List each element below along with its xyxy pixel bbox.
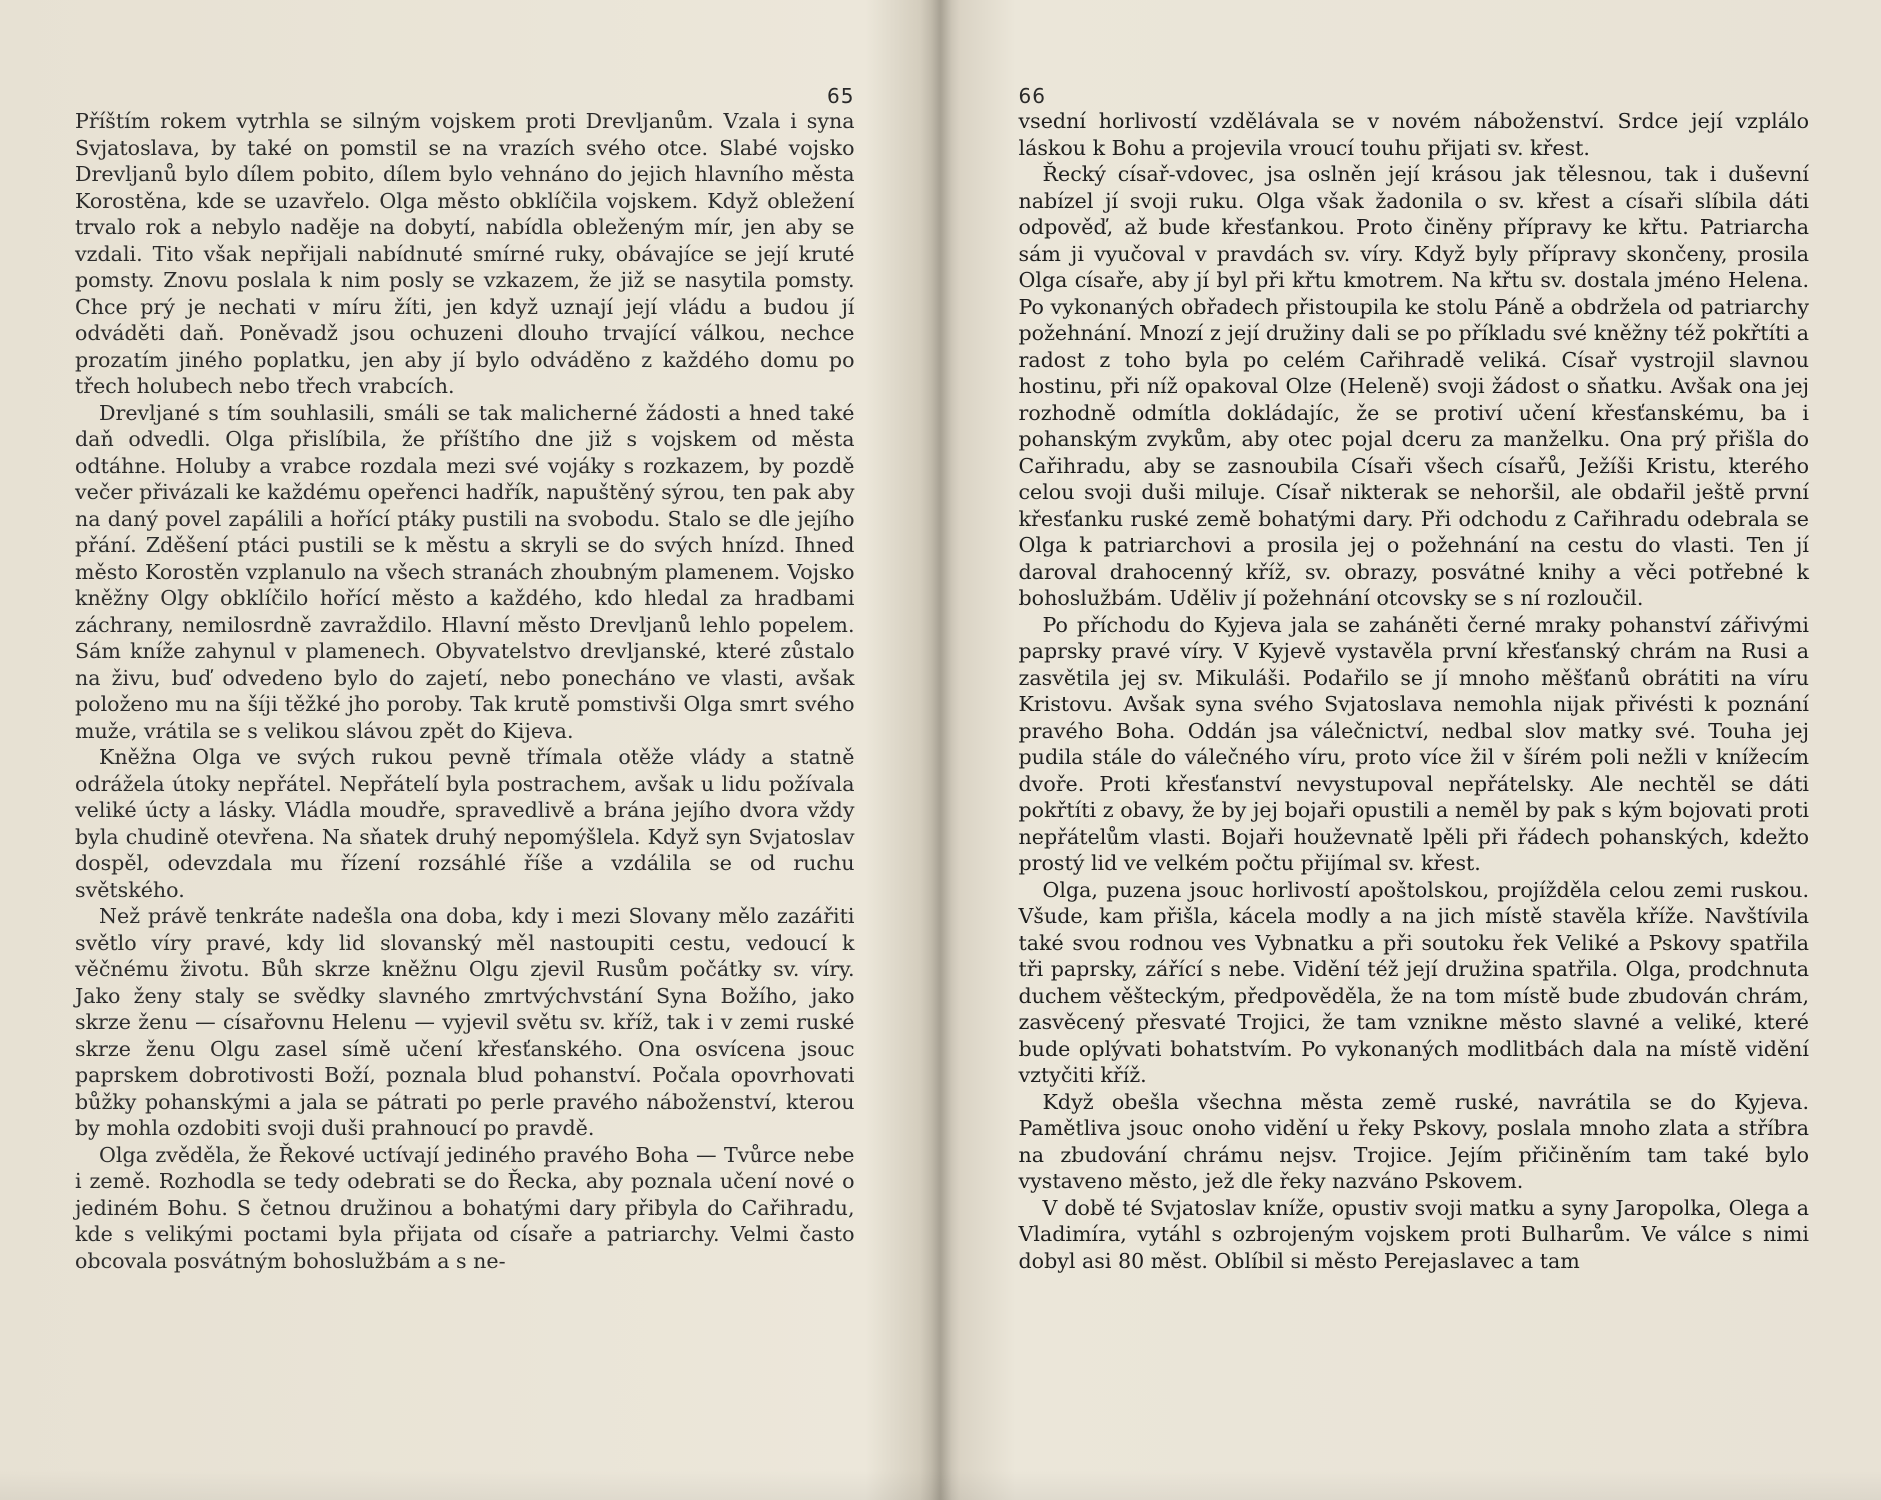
paragraph: Když obešla všechna města země ruské, navrátila se do Kyjeva. Pamětliva jsouc onoho vidění u řeky Pskovy, poslala mnoho zlata a stříbra na zbudování chrámu nejsv. Trojice. Jejím přičiněním tam také bylo vystaveno město, jež dle řeky nazváno Pskovem. [1018,1089,1809,1193]
page-number-right: 66 [1018,84,1046,108]
right-page-text [1019,108,1810,1274]
page-bottom-edge [0,1470,1881,1500]
paragraph: vsední horlivostí vzdělávala se v novém náboženství. Srdce její vzplálo láskou k Bohu a projevila vroucí touhu přijati sv. křest. [1018,109,1809,160]
page-number-left: 65 [827,84,855,108]
paragraph: Řecký císař-vdovec, jsa oslněn její krásou jak tělesnou, tak i duševní nabízel jí svoji ruku. Olga však žadonila o sv. křest a císaři slíbila dáti odpověď, až bude křesťankou. Proto činěny přípravy ke křtu. Patriarcha sám ji vyučoval v pravdách sv. víry. Když byly přípravy skončeny, prosila Olga císaře, aby jí byl při křtu kmotrem. Na křtu sv. dostala jméno Helena. Po vykonaných obřadech přistoupila ke stolu Páně a obdržela od patriarchy požehnání. Mnozí z její družiny dali se po příkladu své kněžny též pokřtíti a radost z toho byla po celém Cařihradě veliká. Císař vystrojil slavnou hostinu, při níž opakoval Olze (Heleně) svoji žádost o sňatku. Avšak ona jej rozhodně odmítla dokládajíc, že se protiví učení křesťanskému, ba i pohanským zvykům, aby otec pojal dceru za manželku. Ona prý přišla do Cařihradu, aby se zasnoubila Císaři všech císařů, Ježíši Kristu, kterého celou svoji duši miluje. Císař nikterak se nehoršil, ale obdařil ještě první křesťanku ruské země bohatými dary. Při odchodu z Cařihradu odebrala se Olga k patriarchovi a prosila jej o požehnání na cestu do vlasti. Ten jí daroval drahocenný kříž, sv. obrazy, posvátné knihy a věci potřebné k bohoslužbám. Uděliv jí požehnání otcovsky se s ní rozloučil. [1018,162,1809,610]
paragraph: Příštím rokem vytrhla se silným vojskem proti Drevljanům. Vzala i syna Svjatoslava, by také on pomstil se na vrazích svého otce. Slabé vojsko Drevljanů bylo dílem pobito, dílem bylo vehnáno do jejich hlavního města Korostěna, kde se uzavřelo. Olga město obklíčila vojskem. Když obležení trvalo rok a nebylo naděje na dobytí, nabídla obleženým mír, jen aby se vzdali. Tito však nepřijali nabídnuté smírné ruky, obávajíce se její kruté pomsty. Znovu poslala k nim posly se vzkazem, že již se nasytila pomsty. Chce prý je nechati v míru žíti, jen když uznají její vládu a budou jí odváděti daň. Poněvadž jsou ochuzeni dlouho trvající válkou, nechce prozatím jiného poplatku, jen aby jí bylo odváděno z každého domu po třech holubech nebo třech vrabcích. [75,109,855,398]
paragraph: V době té Svjatoslav kníže, opustiv svoji matku a syny Jaropolka, Olega a Vladimíra, vytáhl s ozbrojeným vojskem proti Bulharům. Ve válce s nimi dobyl asi 80 měst. Oblíbil si město Perejaslavec a tam [1018,1195,1809,1273]
right-page [941,0,1881,1500]
paragraph: Než právě tenkráte nadešla ona doba, kdy i mezi Slovany mělo zazářiti světlo víry pravé, kdy lid slovanský měl nastoupiti cestu, vedoucí k věčnému životu. Bůh skrze kněžnu Olgu zjevil Rusům počátky sv. víry. Jako ženy staly se svědky slavného zmrtvýchvstání Syna Božího, jako skrze ženu — císařovnu Helenu — vyjevil světu sv. kříž, tak i v zemi ruské skrze ženu Olgu zasel símě učení křesťanského. Ona osvícena jsouc paprskem dobrotivosti Boží, poznala blud pohanství. Počala opovrhovati bůžky pohanskými a jala se pátrati po perle pravého náboženství, kterou by mohla ozdobiti svoji duši prahnoucí po pravdě. [75,904,855,1140]
paragraph: Drevljané s tím souhlasili, smáli se tak malicherné žádosti a hned také daň odvedli. Olga přislíbila, že příštího dne již s vojskem od města odtáhne. Holuby a vrabce rozdala mezi své vojáky s rozkazem, by pozdě večer přivázali ke každému opeřenci hadřík, napuštěný sýrou, ten pak aby na daný povel zapálili a hořící ptáky pustili na svobodu. Stalo se dle jejího přání. Zděšení ptáci pustili se k městu a skryli se do svých hnízd. Ihned město Korostěn vzplanulo na všech stranách zhoubným plamenem. Vojsko kněžny Olgy obklíčilo hořící město a každého, kdo hledal za hradbami záchrany, nemilosrdně zavraždilo. Hlavní město Drevljanů lehlo popelem. Sám kníže zahynul v plamenech. Obyvatelstvo drevljanské, které zůstalo na živu, buď odvedeno bylo do zajetí, nebo ponecháno ve vlasti, avšak položeno mu na šíji těžké jho poroby. Tak krutě pomstivši Olga smrt svého muže, vrátila se s velikou slávou zpět do Kijeva. [75,400,855,743]
left-page-text [75,108,855,1274]
paragraph: Olga zvěděla, že Řekové uctívají jediného pravého Boha — Tvůrce nebe i země. Rozhodla se tedy odebrati se do Řecka, aby poznala učení nové o jediném Bohu. S četnou družinou a bohatými dary přibyla do Cařihradu, kde s velikými poctami byla přijata od císaře a patriarchy. Velmi často obcovala posvátným bohoslužbám a s ne- [75,1142,855,1273]
paragraph: Po příchodu do Kyjeva jala se zaháněti černé mraky pohanství zářivými paprsky pravé víry. V Kyjevě vystavěla první křesťanský chrám na Rusi a zasvětila jej sv. Mikuláši. Podařilo se jí mnoho měšťanů obrátiti na víru Kristovu. Avšak syna svého Svjatoslava nemohla nijak přivésti k poznání pravého Boha. Oddán jsa válečnictví, nedbal slov matky své. Touha jej pudila stále do válečného víru, proto více žil v šírém poli nežli v knížecím dvoře. Proti křesťanství nevystupoval nepřátelsky. Ale nechtěl se dáti pokřtíti z obavy, že by jej bojaři opustili a neměl by pak s kým bojovati proti nepřátelům vlasti. Bojaři houževnatě lpěli při řádech pohanských, kdežto prostý lid ve velkém počtu přijímal sv. křest. [1018,612,1809,875]
paragraph: Kněžna Olga ve svých rukou pevně třímala otěže vlády a statně odrážela útoky nepřátel. Nepřátelí byla postrachem, avšak u lidu požívala veliké úcty a lásky. Vládla moudře, spravedlivě a brána jejího dvora vždy byla chudině otevřena. Na sňatek druhý nepomýšlela. Když syn Svjatoslav dospěl, odevzdala mu řízení rozsáhlé říše a vzdálila se od ruchu světského. [75,745,855,902]
paragraph: Olga, puzena jsouc horlivostí apoštolskou, projížděla celou zemi ruskou. Všude, kam přišla, kácela modly a na jich místě stavěla kříže. Navštívila také svou rodnou ves Vybnatku a při soutoku řek Veliké a Pskovy spatřila tři paprsky, zářící s nebe. Vidění též její družina spatřila. Olga, prodchnuta duchem věšteckým, předpověděla, že na tom místě bude zbudován chrám, zasvěcený přesvaté Trojici, že tam vznikne město slavné a veliké, které bude oplývati bohatstvím. Po vykonaných modlitbách dala na místě vidění vztyčiti kříž. [1018,877,1809,1087]
